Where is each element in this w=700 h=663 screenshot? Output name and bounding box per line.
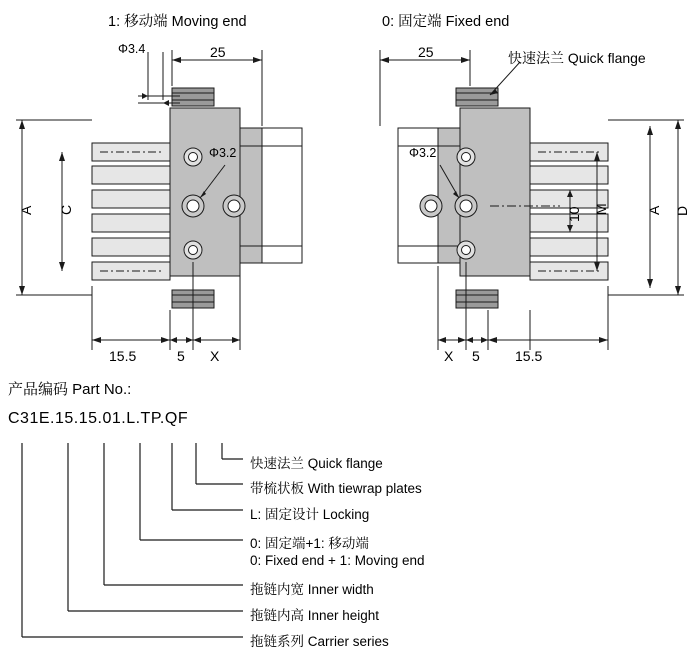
title-fixed-end: 0: 固定端 Fixed end: [382, 14, 510, 30]
dim-top-right-25: 25: [418, 44, 434, 60]
dim-right-M: M: [593, 203, 609, 215]
part-no-heading: 产品编码 Part No.:: [8, 381, 132, 398]
dim-right-A: A: [646, 205, 662, 215]
dim-left-A: A: [18, 205, 34, 215]
part-no-code: C31E.15.15.01.L.TP.QF: [8, 410, 189, 427]
dim-bottom-right-15-5: 15.5: [515, 348, 543, 364]
legend-inner-height: 拖链内高 Inner height: [250, 608, 380, 623]
legend-inner-width: 拖链内宽 Inner width: [250, 582, 374, 597]
legend-locking: L: 固定设计 Locking: [250, 507, 370, 522]
legend-carrier-series: 拖链系列 Carrier series: [250, 634, 389, 649]
dim-bottom-left-5: 5: [177, 348, 185, 364]
dim-bottom-right-5: 5: [472, 348, 480, 364]
label-phi-3-2-right: Φ3.2: [409, 146, 437, 160]
title-moving-end: 1: 移动端 Moving end: [108, 14, 247, 30]
legend-quick-flange: 快速法兰 Quick flange: [250, 456, 383, 471]
label-quick-flange: 快速法兰 Quick flange: [508, 50, 646, 66]
legend-ends-cn: 0: 固定端+1: 移动端: [250, 536, 369, 551]
dim-bottom-left-X: X: [210, 348, 220, 364]
left-chain-links: [92, 143, 170, 280]
dim-right-D: D: [674, 205, 690, 216]
label-phi-3-4: Φ3.4: [118, 42, 146, 56]
dim-left-C: C: [58, 204, 74, 215]
legend-tiewrap-plates: 带梳状板 With tiewrap plates: [250, 481, 422, 496]
dim-right-10: 10: [566, 206, 582, 222]
dim-bottom-right-X: X: [444, 348, 454, 364]
dim-bottom-left-15-5: 15.5: [109, 348, 137, 364]
dim-top-left-25: 25: [210, 44, 226, 60]
label-phi-3-2-left: Φ3.2: [209, 146, 237, 160]
legend-ends-en: 0: Fixed end + 1: Moving end: [250, 553, 425, 568]
